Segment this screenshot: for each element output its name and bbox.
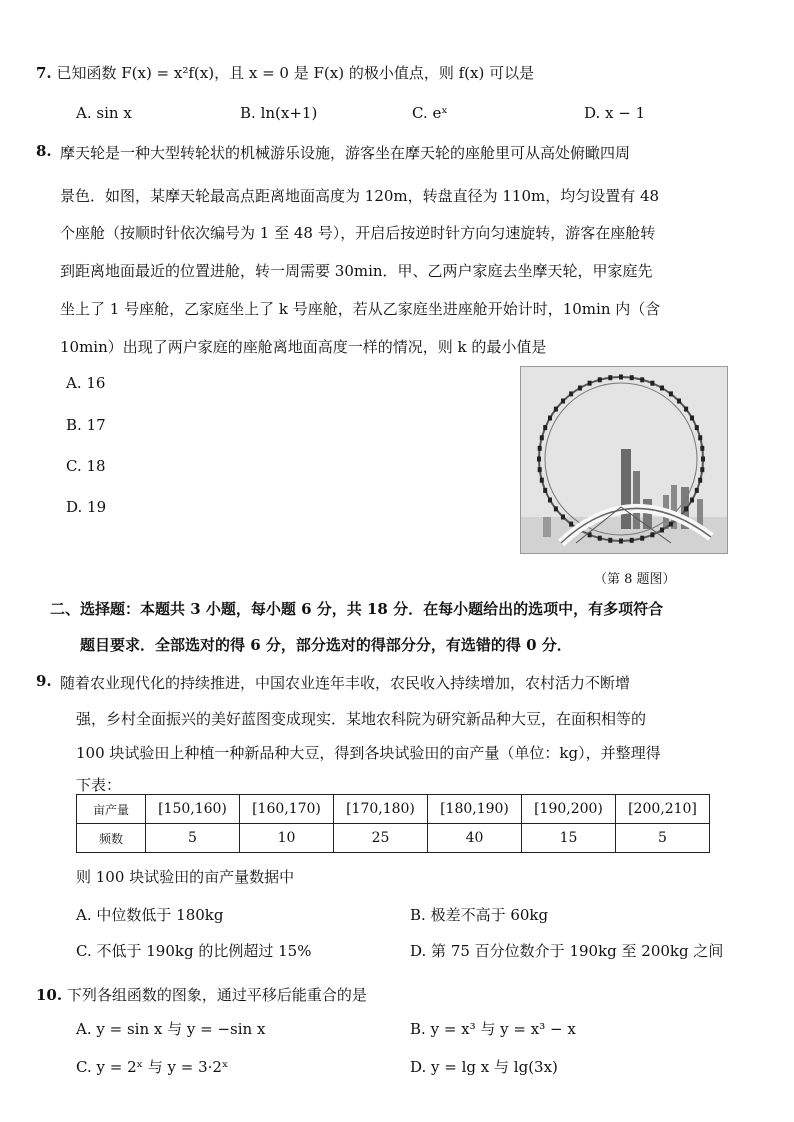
table-cell: [200,210]	[616, 795, 710, 824]
q7-option-c[interactable]: C. eˣ	[412, 104, 448, 122]
q8-option-a[interactable]: A. 16	[66, 374, 106, 392]
wheel-cabin	[698, 478, 702, 483]
wheel-cabin	[537, 457, 541, 462]
wheel-cabin	[650, 381, 654, 386]
table-cell: [160,170)	[240, 795, 334, 824]
question-number: 7.	[36, 64, 52, 82]
q10-option-b[interactable]: B. y = x³ 与 y = x³ − x	[410, 1020, 576, 1038]
wheel-cabin	[569, 391, 573, 396]
wheel-cabin	[701, 457, 705, 462]
table-cell: [150,160)	[146, 795, 240, 824]
q8-option-b[interactable]: B. 17	[66, 416, 106, 434]
wheel-cabin	[677, 399, 681, 404]
wheel-cabin	[695, 488, 699, 493]
question-stem: 已知函数 F(x) = x²f(x)，且 x = 0 是 F(x) 的极小值点，则 f(x) 可以是	[56, 64, 535, 82]
q8-option-d[interactable]: D. 19	[66, 498, 107, 516]
q10-option-d[interactable]: D. y = lg x 与 lg(3x)	[410, 1058, 558, 1076]
wheel-cabin	[619, 375, 623, 380]
table-cell: 5	[146, 824, 240, 853]
q7-option-a[interactable]: A. sin x	[76, 104, 132, 122]
table-header: 频数	[77, 824, 146, 853]
wheel-cabin	[538, 467, 542, 472]
wheel-cabin	[598, 536, 602, 541]
table-header: 亩产量	[77, 795, 146, 824]
wheel-cabin	[578, 386, 582, 391]
section-2-heading-line-1: 二、选择题：本题共 3 小题，每小题 6 分，共 18 分．在每小题给出的选项中，有多项符合	[50, 600, 664, 618]
wheel-cabin	[538, 446, 542, 451]
wheel-cabin	[660, 386, 664, 391]
q8-line-6: 10min）出现了两户家庭的座舱离地面高度一样的情况，则 k 的最小值是	[60, 338, 547, 356]
ferris-wheel-figure	[520, 366, 728, 554]
wheel-cabin	[548, 498, 552, 503]
wheel-cabin	[695, 425, 699, 430]
q9-after-table: 则 100 块试验田的亩产量数据中	[76, 868, 295, 886]
wheel-cabin	[630, 538, 634, 543]
table-cell: [170,180)	[334, 795, 428, 824]
q8-line-3: 个座舱（按顺时针依次编号为 1 至 48 号），开启后按逆时针方向匀速旋转，游客在座舱转	[60, 224, 656, 242]
wheel-cabin	[700, 446, 704, 451]
wheel-cabin	[700, 467, 704, 472]
q7-option-b[interactable]: B. ln(x+1)	[240, 104, 318, 122]
wheel-cabin	[684, 407, 688, 412]
table-cell: 15	[522, 824, 616, 853]
wheel-cabin	[640, 536, 644, 541]
wheel-cabin	[608, 538, 612, 543]
q9-option-a[interactable]: A. 中位数低于 180kg	[76, 906, 224, 924]
table-row-yield	[77, 795, 710, 824]
wheel-cabin	[669, 391, 673, 396]
wheel-cabin	[540, 435, 544, 440]
wheel-cabin	[548, 416, 552, 421]
wheel-cabin	[630, 375, 634, 380]
wheel-cabin	[543, 488, 547, 493]
frequency-table	[76, 794, 710, 853]
table-cell: [190,200)	[522, 795, 616, 824]
wheel-cabin	[690, 498, 694, 503]
wheel-cabin	[698, 435, 702, 440]
wheel-cabin	[540, 478, 544, 483]
q9-line-2: 强，乡村全面振兴的美好蓝图变成现实．某地农科院为研究新品种大豆，在面积相等的	[76, 710, 647, 728]
wheel-cabin	[543, 425, 547, 430]
wheel-cabin	[690, 416, 694, 421]
section-2-heading-line-2: 题目要求．全部选对的得 6 分，部分选对的得部分分，有选错的得 0 分．	[80, 636, 572, 654]
question-stem: 下列各组函数的图象，通过平移后能重合的是	[66, 986, 367, 1004]
q9-line-4: 下表：	[76, 776, 122, 794]
question-number: 10.	[36, 986, 63, 1004]
table-cell: 25	[334, 824, 428, 853]
question-10	[36, 984, 367, 1005]
q10-option-a[interactable]: A. y = sin x 与 y = −sin x	[76, 1020, 266, 1038]
q8-line-5: 坐上了 1 号座舱，乙家庭坐上了 k 号座舱，若从乙家庭坐进座舱开始计时，10min 内（含	[60, 300, 661, 318]
wheel-cabin	[650, 532, 654, 537]
figure-caption: （第 8 题图）	[594, 572, 676, 587]
ferris-wheel-illustration	[521, 367, 727, 553]
table-cell: 5	[616, 824, 710, 853]
question-8-number: 8.	[36, 142, 52, 160]
wheel-cabin	[684, 506, 688, 511]
q8-option-c[interactable]: C. 18	[66, 457, 106, 475]
q10-option-c[interactable]: C. y = 2ˣ 与 y = 3·2ˣ	[76, 1058, 229, 1076]
table-cell: [180,190)	[428, 795, 522, 824]
table-cell: 40	[428, 824, 522, 853]
question-7	[36, 62, 534, 83]
q8-line-4: 到距离地面最近的位置进舱，转一周需要 30min．甲、乙两户家庭去坐摩天轮，甲家庭先	[60, 262, 653, 280]
wheel-cabin	[598, 377, 602, 382]
question-9-number: 9.	[36, 672, 52, 690]
wheel-cabin	[669, 522, 673, 527]
wheel-cabin	[554, 506, 558, 511]
wheel-cabin	[588, 381, 592, 386]
wheel-cabin	[640, 377, 644, 382]
table-cell: 10	[240, 824, 334, 853]
wheel-cabin	[619, 539, 623, 544]
q9-line-3: 100 块试验田上种植一种新品种大豆，得到各块试验田的亩产量（单位：kg），并整理得	[76, 744, 661, 762]
q9-option-c[interactable]: C. 不低于 190kg 的比例超过 15%	[76, 942, 312, 960]
q9-option-b[interactable]: B. 极差不高于 60kg	[410, 906, 549, 924]
q9-option-d[interactable]: D. 第 75 百分位数介于 190kg 至 200kg 之间	[410, 942, 724, 960]
wheel-cabin	[660, 528, 664, 533]
wheel-cabin	[569, 522, 573, 527]
wheel-cabin	[554, 407, 558, 412]
wheel-cabin	[561, 399, 565, 404]
wheel-cabin	[608, 375, 612, 380]
table-row-frequency	[77, 824, 710, 853]
wheel-cabin	[561, 515, 565, 520]
q7-option-d[interactable]: D. x − 1	[584, 104, 646, 122]
q8-line-2: 景色．如图，某摩天轮最高点距离地面高度为 120m，转盘直径为 110m，均匀设置有 48	[60, 187, 660, 205]
q8-line-1: 摩天轮是一种大型转轮状的机械游乐设施，游客坐在摩天轮的座舱里可从高处俯瞰四周	[60, 144, 631, 162]
q9-line-1: 随着农业现代化的持续推进，中国农业连年丰收，农民收入持续增加，农村活力不断增	[60, 674, 631, 692]
